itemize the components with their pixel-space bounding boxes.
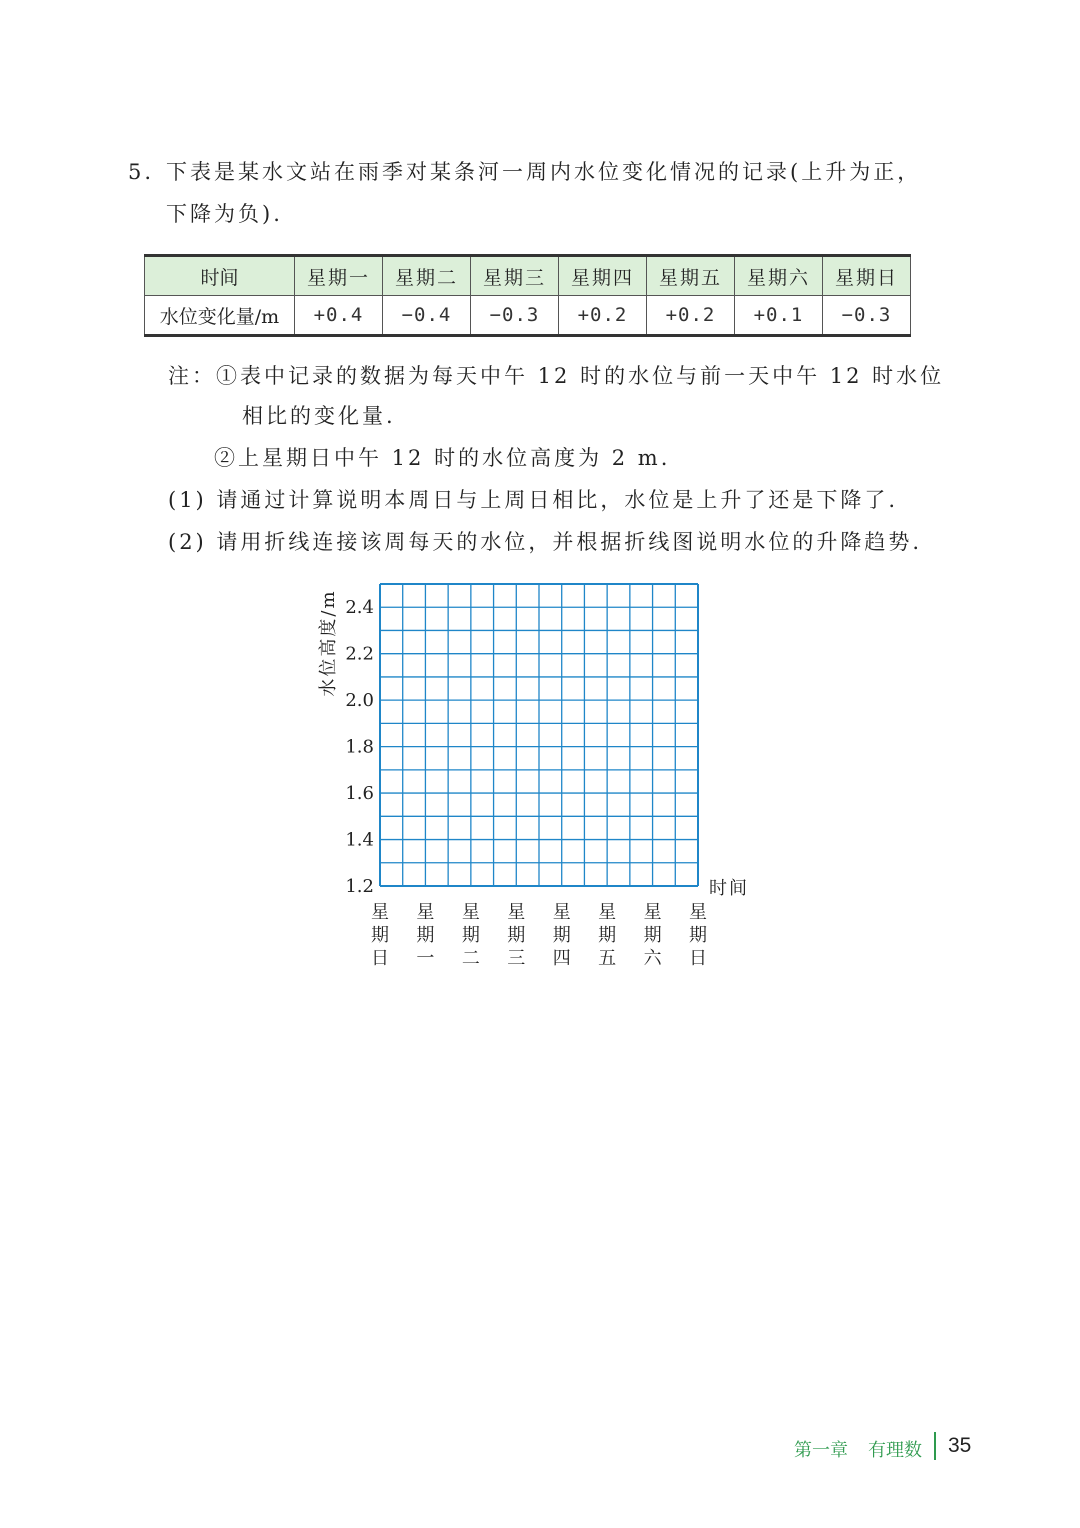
x-tick-label: 六 [643, 948, 662, 969]
table-cell-value: +0.2 [647, 296, 735, 336]
x-tick-label: 一 [416, 948, 435, 969]
y-tick-label: 1.2 [345, 876, 374, 897]
y-axis-label: 水位高度/m [318, 589, 339, 697]
x-tick-label: 星 [416, 902, 435, 923]
table-header-day: 星期四 [559, 256, 647, 296]
table-header-day: 星期日 [823, 256, 911, 296]
x-tick-label: 期 [643, 925, 662, 946]
x-tick-label: 星 [552, 902, 571, 923]
footer-divider [934, 1432, 936, 1460]
footer-chapter: 第一章 [794, 1440, 848, 1461]
x-tick-label: 期 [461, 925, 480, 946]
note-1-line2: 相比的变化量. [242, 404, 396, 428]
table-header-day: 星期三 [471, 256, 559, 296]
y-tick-label: 2.4 [345, 597, 374, 619]
y-tick-label: 2.2 [345, 643, 374, 665]
x-tick-label: 星 [689, 902, 707, 923]
table-cell-value: +0.4 [295, 296, 383, 336]
x-tick-label: 期 [598, 925, 617, 946]
table-cell-value: −0.4 [383, 296, 471, 336]
x-tick-label: 期 [371, 925, 389, 946]
x-tick-label: 日 [689, 948, 707, 969]
x-tick-label: 星 [643, 902, 662, 923]
table-header-time: 时间 [145, 256, 295, 296]
sub-question-1: (1) 请通过计算说明本周日与上周日相比，水位是上升了还是下降了. [168, 488, 899, 512]
table-header-day: 星期五 [647, 256, 735, 296]
x-tick-label: 期 [416, 925, 435, 946]
x-tick-label: 日 [371, 948, 389, 969]
note-1-line1: 注：①表中记录的数据为每天中午 12 时的水位与前一天中午 12 时水位 [168, 364, 945, 388]
table-header-day: 星期六 [735, 256, 823, 296]
question-text-line2: 下降为负). [166, 202, 283, 226]
y-tick-label: 1.8 [345, 736, 374, 758]
x-tick-label: 四 [552, 948, 571, 969]
question-text-line1: 下表是某水文站在雨季对某条河一周内水位变化情况的记录(上升为正， [166, 160, 922, 184]
y-tick-label: 1.4 [345, 829, 374, 851]
page-number: 35 [948, 1434, 972, 1457]
table-header-day: 星期一 [295, 256, 383, 296]
table-cell-value: +0.2 [559, 296, 647, 336]
table-row-label: 水位变化量/m [145, 296, 295, 336]
x-tick-label: 五 [598, 948, 617, 969]
y-tick-label: 1.6 [345, 783, 374, 805]
x-tick-label: 期 [507, 925, 526, 946]
y-tick-label: 2.0 [345, 690, 374, 712]
x-tick-label: 期 [552, 925, 571, 946]
x-tick-label: 星 [507, 902, 526, 923]
x-tick-label: 星 [598, 902, 617, 923]
question-number: 5. [128, 160, 155, 184]
chart-grid [380, 584, 698, 886]
x-tick-label: 星 [461, 902, 480, 923]
x-axis-label: 时间 [709, 878, 749, 899]
note-2: ②上星期日中午 12 时的水位高度为 2 m. [214, 446, 671, 470]
x-tick-label: 期 [689, 925, 707, 946]
x-axis-ticks [371, 902, 707, 969]
footer-chapter-title: 有理数 [868, 1440, 922, 1461]
table-header-day: 星期二 [383, 256, 471, 296]
x-tick-label: 二 [461, 948, 480, 969]
table-cell-value: −0.3 [471, 296, 559, 336]
table-cell-value: −0.3 [823, 296, 911, 336]
y-axis-ticks [345, 597, 374, 897]
x-tick-label: 三 [507, 948, 526, 969]
sub-question-2: (2) 请用折线连接该周每天的水位，并根据折线图说明水位的升降趋势. [168, 530, 923, 554]
table-cell-value: +0.1 [735, 296, 823, 336]
x-tick-label: 星 [371, 902, 389, 923]
